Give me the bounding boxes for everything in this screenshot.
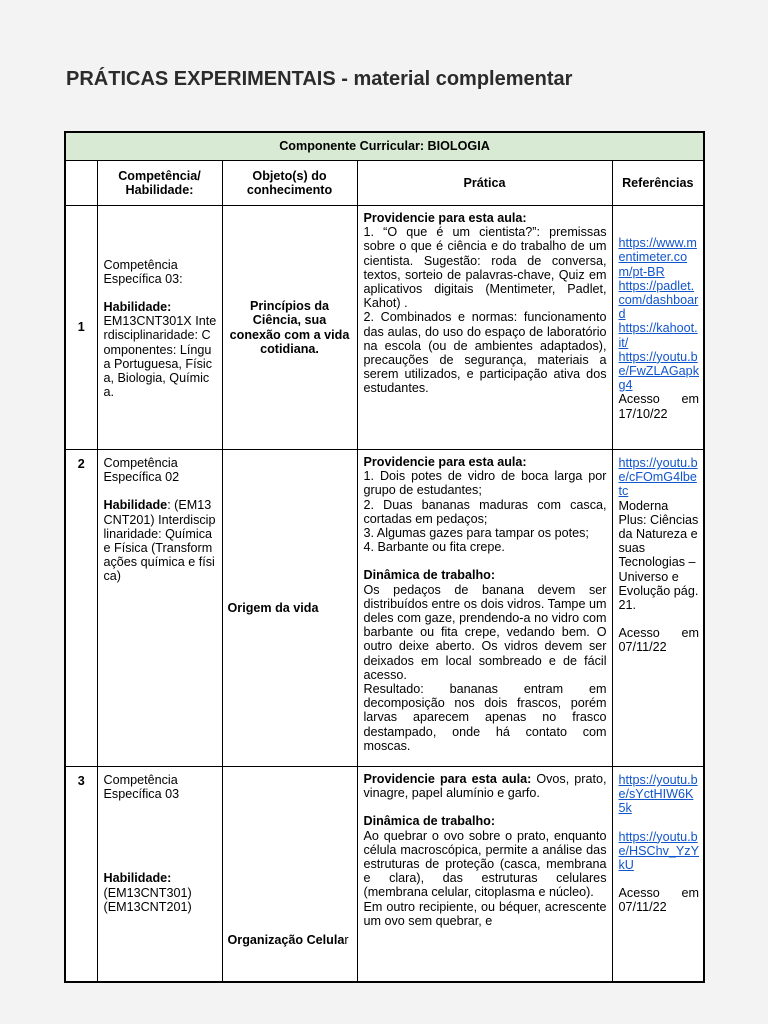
pratica-cell: [357, 767, 612, 983]
competencia-cell: [97, 206, 222, 450]
habilidade-text: EM13CNT301X Interdisciplinaridade: Componentes: Língua Portuguesa, Física, Biologia, Química.: [103, 314, 217, 400]
reference-link[interactable]: https://padlet.com/dashboard: [618, 278, 699, 322]
list-item: 1. Dois potes de vidro de boca larga por grupo de estudantes;: [363, 469, 607, 498]
objeto-cell: Princípios da Ciência, sua conexão com a vida cotidiana.: [222, 206, 357, 450]
competencia-cell: [97, 767, 222, 983]
pratica-paragraph: 2. Combinados e normas: funcionamento das aulas, do uso do espaço de laboratório na escola (ou de ambientes adaptados), precauções de segurança, materiais a serem utilizados, e participação ativa dos estudantes.: [363, 310, 607, 396]
competencia-column-header: Competência/ Habilidade:: [97, 161, 222, 206]
pratica-column-header: Prática: [357, 161, 612, 206]
row-number: 3: [65, 767, 97, 983]
competencia-title: Competência Específica 03:: [103, 257, 183, 286]
row-number: 1: [65, 206, 97, 450]
access-date: Acesso em 17/10/22: [618, 392, 700, 421]
title-rest: - material complementar: [335, 68, 573, 90]
competencia-cell: [97, 450, 222, 767]
objeto-cell: [222, 767, 357, 983]
reference-link[interactable]: https://youtu.be/sYctHIW6K5k: [618, 773, 698, 816]
list-item: 2. Duas bananas maduras com casca, cortadas em pedaços;: [363, 497, 607, 526]
referencias-cell: [612, 206, 704, 450]
objeto-text-tail: r: [344, 932, 349, 947]
table-row: [65, 767, 704, 983]
reference-link[interactable]: https://kahoot.it/: [618, 321, 698, 350]
habilidade-label: Habilidade: [103, 498, 168, 513]
referencias-cell: [612, 767, 704, 983]
document-title: [66, 68, 572, 91]
pratica-heading: Providencie para esta aula:: [363, 211, 527, 225]
list-item: 3. Algumas gazes para tampar os potes;: [363, 526, 589, 541]
referencias-cell: [612, 450, 704, 767]
access-date: Acesso em 07/11/22: [618, 886, 700, 915]
objeto-column-header: Objeto(s) do conhecimento: [222, 161, 357, 206]
list-item: 4. Barbante ou fita crepe.: [363, 540, 505, 555]
dinamica-text: Os pedaços de banana devem ser distribuídos entre os dois vidros. Tampe um deles com gaze, prendendo-a no vidro com barbante ou fita crepe, vedando bem. O outro deixe aberto. Os vidros devem ser deixados em local sombreado e de fácil acesso.: [363, 582, 607, 682]
row-number: 2: [65, 450, 97, 767]
habilidade-label: Habilidade:: [103, 299, 172, 314]
pratica-heading: Providencie para esta aula:: [363, 772, 532, 786]
pratica-cell: [357, 206, 612, 450]
habilidade-text: : (EM13CNT201) Interdisciplinaridade: Química e Física (Transformações química e física): [103, 498, 216, 584]
reference-link[interactable]: https://youtu.be/HSChv_YzYkU: [618, 829, 699, 873]
referencias-column-header: Referências: [612, 161, 704, 206]
competencia-title: Competência Específica 02: [103, 456, 180, 485]
component-header: Componente Curricular: BIOLOGIA: [65, 132, 704, 161]
pratica-heading: Providencie para esta aula:: [363, 455, 527, 469]
access-date: Acesso em 07/11/22: [618, 626, 700, 655]
table-row: [65, 450, 704, 767]
pratica-cell: [357, 450, 612, 767]
dinamica-heading: Dinâmica de trabalho:: [363, 568, 496, 583]
reference-text: Moderna Plus: Ciências da Natureza e suas Tecnologias – Universo e Evolução pág. 21.: [618, 498, 699, 613]
table-row: [65, 206, 704, 450]
reference-link[interactable]: https://youtu.be/FwZLAGapkg4: [618, 349, 699, 393]
resultado-text: Resultado: bananas entram em decomposição nos dois frascos, porém larvas aparecem apenas no frasco destampado, onde há contato com moscas.: [363, 682, 607, 753]
num-column-header: [65, 161, 97, 206]
objeto-cell: Origem da vida: [222, 450, 357, 767]
objeto-text: Organização Celula: [227, 932, 345, 947]
curriculum-table: [64, 131, 705, 983]
dinamica-text-continued: Em outro recipiente, ou béquer, acrescente um ovo sem quebrar, e: [363, 899, 607, 928]
habilidade-text: (EM13CNT301) (EM13CNT201): [103, 885, 192, 914]
habilidade-label: Habilidade:: [103, 871, 172, 886]
reference-link[interactable]: https://youtu.be/cFOmG4lbetc: [618, 456, 698, 499]
title-bold: PRÁTICAS EXPERIMENTAIS: [66, 68, 336, 90]
pratica-paragraph: 1. “O que é um cientista?”: premissas sobre o que é ciência e do trabalho de um cientista. Sugestão: roda de conversa, textos, sorteio de palavras-chave, Quiz em aplicativos digitais (Mentimeter, Padlet, Kahot) .: [363, 225, 607, 311]
competencia-title: Competência Específica 03: [103, 773, 180, 802]
dinamica-text: Ao quebrar o ovo sobre o prato, enquanto célula macroscópica, permite a análise das estruturas de proteção (casca, membrana e clara), das estruturas celulares (membrana celular, citoplasma e núcleo).: [363, 828, 607, 900]
dinamica-heading: Dinâmica de trabalho:: [363, 814, 496, 829]
pratica-materials: Ovos, prato, vinagre, papel alumínio e garfo.: [363, 772, 607, 801]
reference-link[interactable]: https://www.mentimeter.com/pt-BR: [618, 236, 697, 279]
